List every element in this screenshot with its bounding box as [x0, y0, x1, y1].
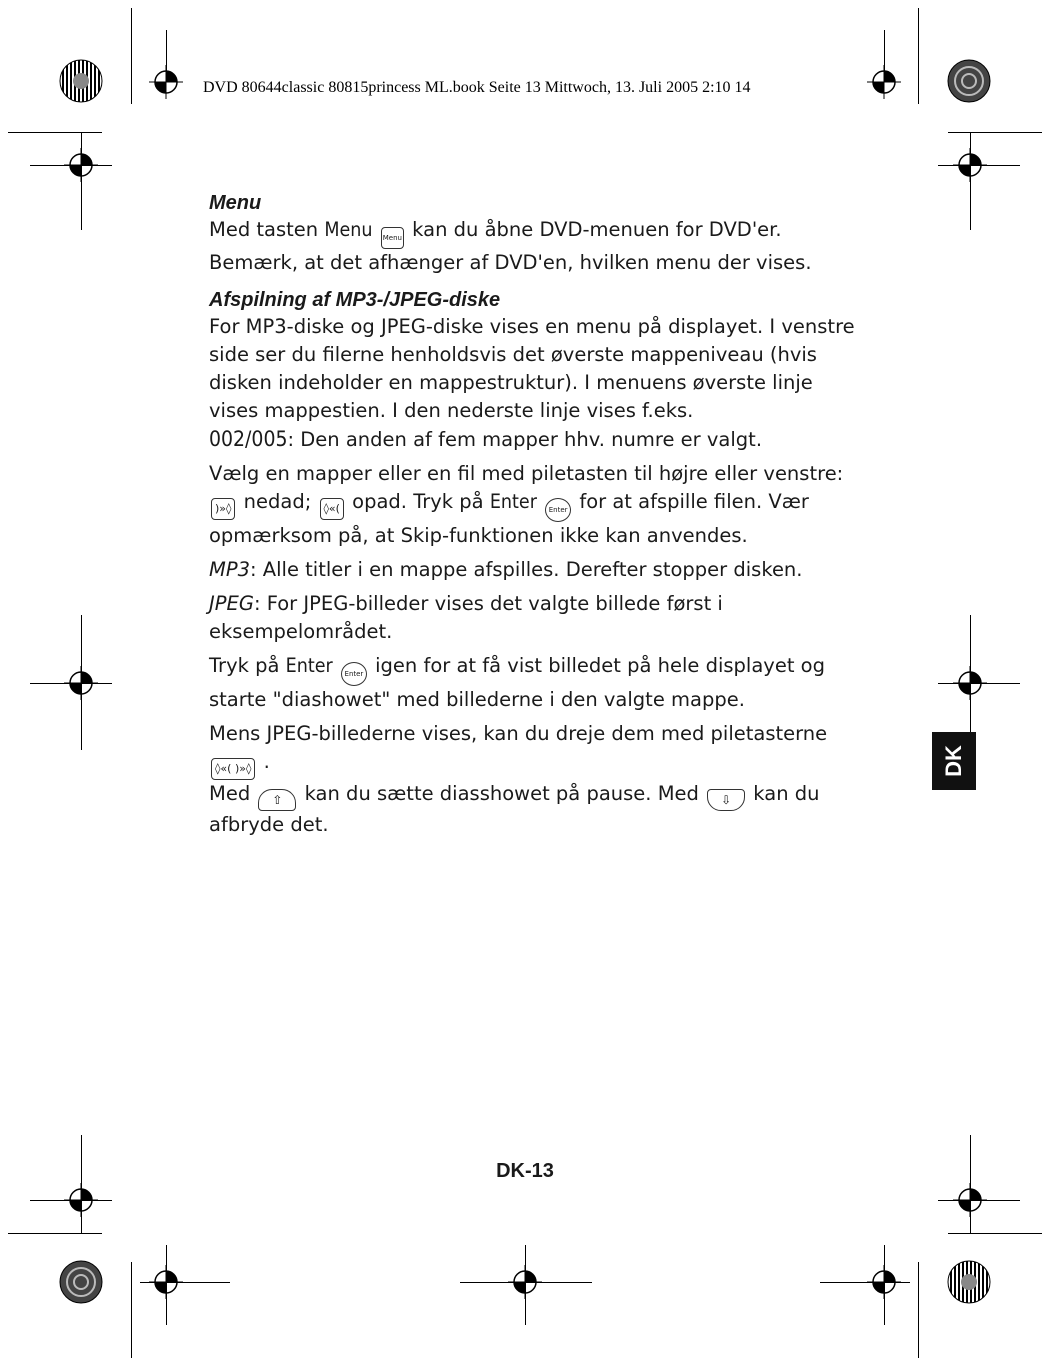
- enter-key-label: Enter: [285, 654, 333, 677]
- color-rosette-icon: [58, 58, 104, 104]
- registration-mark-icon: [149, 1265, 183, 1299]
- rotate-keys-icon: ◊«( )»◊: [211, 758, 255, 780]
- registration-mark-icon: [953, 666, 987, 700]
- folder-counter: 002/005: [209, 427, 288, 451]
- menu-paragraph: Med tasten Menu Menu kan du åbne DVD-menuen for DVD'er. Bemærk, at det afhænger af DVD'en, hvilken menu der vises.: [209, 218, 812, 274]
- mp3-paragraph-1: For MP3-diske og JPEG-diske vises en menu på displayet. I venstre side ser du filerne henholdsvis det øverste mappeniveau (hvis disken indeholder en mappestruktur). I menuens øverste linje vises mappestien. I den nederste linje vises f.eks. 002/005: Den anden af fem mapper hhv. numre er valgt.: [209, 315, 855, 451]
- registration-mark-icon: [867, 1265, 901, 1299]
- enter-key-label: Enter: [489, 490, 537, 513]
- menu-key-icon: Menu: [381, 227, 404, 249]
- language-tab: [932, 732, 976, 790]
- arrow-up-key-icon: ◊«(: [320, 498, 344, 520]
- color-rosette-icon: [58, 1259, 104, 1305]
- pause-key-icon: ⇧: [258, 789, 296, 811]
- registration-mark-icon: [64, 1183, 98, 1217]
- enter-key-icon: Enter: [341, 662, 367, 686]
- page-content: [209, 190, 859, 845]
- color-rosette-icon: [946, 1259, 992, 1305]
- stop-key-icon: ⇩: [707, 789, 745, 811]
- mp3-paragraph-2: Vælg en mapper eller en fil med piletasten til højre eller venstre: )»◊ nedad; ◊«( opad. Tryk på Enter Enter for at afspille filen. Vær opmærksom på, at Skip-funktionen ikke kan anvendes.: [209, 462, 844, 547]
- mp3-paragraph-3: MP3: Alle titler i en mappe afspilles. Derefter stopper disken.: [209, 558, 803, 581]
- page-number: DK-13: [496, 1160, 554, 1182]
- registration-mark-icon: [508, 1265, 542, 1299]
- registration-mark-icon: [953, 1183, 987, 1217]
- mp3-paragraph-5: Tryk på Enter Enter igen for at få vist billedet på hele displayet og starte "diashowet" med billederne i den valgte mappe.: [209, 654, 825, 711]
- mp3-paragraph-7: Med ⇧ kan du sætte diasshowet på pause. Med ⇩ kan du afbryde det.: [209, 782, 820, 836]
- mp3-paragraph-6: Mens JPEG-billederne vises, kan du dreje dem med piletasterne ◊«( )»◊ .: [209, 720, 859, 780]
- registration-mark-icon: [64, 148, 98, 182]
- registration-mark-icon: [64, 666, 98, 700]
- language-tab-label: DK: [941, 745, 966, 777]
- registration-mark-icon: [953, 148, 987, 182]
- arrow-down-key-icon: )»◊: [211, 498, 235, 520]
- menu-key-label: Menu: [324, 218, 373, 241]
- section-heading-mp3: Afspilning af MP3-/JPEG-diske: [209, 289, 501, 311]
- print-header: DVD 80644classic 80815princess ML.book Seite 13 Mittwoch, 13. Juli 2005 2:10 14: [203, 79, 751, 96]
- registration-mark-icon: [149, 65, 183, 99]
- section-heading-menu: Menu: [209, 192, 262, 214]
- registration-mark-icon: [867, 65, 901, 99]
- enter-key-icon: Enter: [545, 498, 571, 522]
- mp3-paragraph-4: JPEG: For JPEG-billeder vises det valgte billede først i eksempelområdet.: [209, 592, 723, 643]
- color-rosette-icon: [946, 58, 992, 104]
